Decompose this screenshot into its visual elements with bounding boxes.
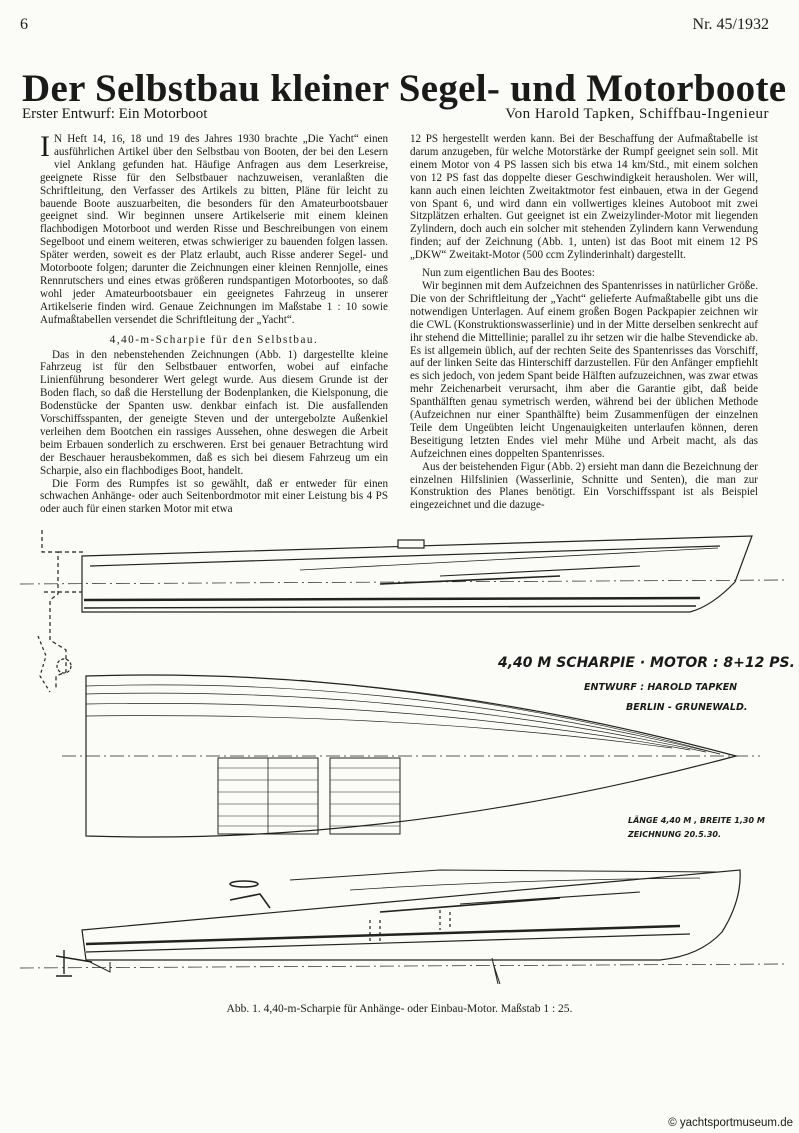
plan-view	[62, 675, 760, 837]
article-subtitle: Erster Entwurf: Ein Motorboot	[22, 106, 208, 122]
drawing-date-label: ZEICHNUNG 20.5.30.	[628, 830, 721, 839]
drawing-title-label: 4,40 M SCHARPIE · MOTOR : 8+12 PS.	[498, 655, 795, 671]
paragraph: Die Form des Rumpfes ist so gewählt, daß er entweder für einen schwachen Anhänge- oder auch Seitenbordmotor mit einer Leistung bis 4 PS oder auch für einen starken Motor mit etwa	[40, 477, 388, 516]
issue-number: Nr. 45/1932	[692, 16, 769, 33]
paragraph: Aus der beistehenden Figur (Abb. 2) ersieht man dann die Bezeichnung der einzelnen Hilfslinien (Wasserlinie, Schnitte und Senten), die man zur Konstruktion des Planes benötigt. Ein Vorschiffsspant ist als Beispiel eingezeichnet und die dazuge-	[410, 460, 758, 512]
paragraph: Das in den nebenstehenden Zeichnungen (Abb. 1) dargestellte kleine Fahrzeug ist für den Selbstbauer entworfen, wobei auf einfache Linienführung besonderer Wert gelegt wurde. Aus diesem Grunde ist der Boden flach, so daß die Herstellung der Bodenplanken, die Kielsponung, die Bodenstücke der Spanten usw. denkbar einfach ist. Die ausfallenden Vorschiffsspanten, der geneigte Steven und der untergebolzte Außenkiel verleihen dem Bootchen ein rassiges Aussehen, ohne deswegen die Arbeit beim Erbauen sonderlich zu erschweren. Erst bei genauer Betrachtung wird der Beschauer herausbekommen, daß es sich bei diesem Fahrzeug um ein Scharpie, also ein flachbodiges Boot, handelt.	[40, 348, 388, 477]
paragraph: Wir beginnen mit dem Aufzeichnen des Spantenrisses in natürlicher Größe. Die von der Schriftleitung der „Yacht“ gelieferte Aufmaßtabelle gibt uns die notwendigen Unterlagen. Auf einem großen Bogen Packpapier zeichnen wir die CWL (Konstruktionswasserlinie) und in der Mitte derselben senkrecht auf ihr stehend die Mittellinie; parallel zu ihr setzen wir die halbe Stevendicke ab. Es ist allgemein üblich, auf der rechten Seite des Spantenrisses das Vorschiff, auf der linken Seite das Hinterschiff darzustellen. Für den Anfänger empfiehlt es sich jedoch, von jedem Spant beide Hälften aufzuzeichnen, was zwar etwas mehr Zeichenarbeit verursacht, ihm aber die Garantie gibt, daß beide Spanthälften genau symetrisch werden, während bei der üblichen Methode (Aufzeichnen nur einer Spanthälfte) beim Zusammenfügen der einzelnen Teile dem Ungeübten leicht Ungenauigkeiten unterlaufen können, deren Beseitigung letzten Endes viel mehr Mühe und Arbeit macht, als das Aufzeichnen eines doppelten Spantenrisses.	[410, 279, 758, 460]
drawing-dimensions-label: LÄNGE 4,40 M , BREITE 1,30 M	[628, 816, 765, 825]
paragraph: 12 PS hergestellt werden kann. Bei der Beschaffung der Aufmaßtabelle ist darum anzugeben, für welche Motorstärke der Rumpf geeignet sein soll. Mit einem Motor von 4 PS lassen sich bis etwa 14 km/Std., mit einem solchen von 12 PS fast das doppelte dieser Geschwindigkeit herausholen. Wer will, kann auch einen leichten Zweitaktmotor fest einbauen, etwa in der Gegend von Spant 6, und wird dann ein vollwertiges kleines Autoboot mit zwei Sitzplätzen erhalten. Gut geeignet ist ein Zweizylinder-Motor mit liegenden Zylindern, doch auch ein solcher mit stehenden Zylindern kann Verwendung finden; auf der Zeichnung (Abb. 1, unten) ist das Boot mit einem 12 PS „DKW“ Zweitakt-Motor (500 ccm Zylinderinhalt) dargestellt.	[410, 133, 758, 262]
drawing-place-label: BERLIN - GRUNEWALD.	[626, 702, 748, 713]
drop-cap: I	[40, 130, 50, 163]
copyright-credit: © yachtsportmuseum.de	[668, 1117, 793, 1129]
section-heading: Nun zum eigentlichen Bau des Bootes:	[422, 267, 595, 280]
figure-caption: Abb. 1. 4,40-m-Scharpie für Anhänge- oder Einbau-Motor. Maßstab 1 : 25.	[226, 1003, 573, 1015]
page-number: 6	[20, 16, 28, 33]
intro-text: N Heft 14, 16, 18 und 19 des Jahres 1930 brachte „Die Yacht“ einen ausführlichen Artikel über den Selbstbau von Booten, der bei den Lesern viel Anklang gefunden hat. Häufige Anfragen aus dem Leserkreise, geeignete Risse für den Selbstbauer nachzuweisen, veranlaßten die Schriftleitung, den Verfasser des Artikels zu bitten, Pläne für leicht zu bauende Boote auszuarbeiten, die besonders für den Amateurbootsbauer geeignet sind. Wir beginnen unsere Artikelserie mit einem kleinen flachbodigen Motorboot und werden Risse und Beschreibungen von einem Segelboot und einem weiteren, etwas schwieriger zu bauenden folgen lassen. Später werden, soweit es der Platz erlaubt, auch Risse anderer Segel- und Motorboote folgen; darunter die Zeichnungen einer kleinen Rennjolle, eines Rennrutschers und eines etwas größeren rundspantigen Motorbootes, so daß wohl jeder Amateurbootsbauer ein geeignetes Fahrzeug in unserer Artikelserie finden wird. Genaue Zeichnungen im Maßstabe 1 : 10 sowie Aufmaßtabellen versendet die Schriftleitung der „Yacht“.	[40, 133, 388, 326]
profile-view-inboard	[20, 870, 785, 984]
article-author: Von Harold Tapken, Schiffbau-Ingenieur	[505, 106, 769, 122]
drawing-designer-label: ENTWURF : HAROLD TAPKEN	[584, 682, 738, 693]
section-heading: 4,40-m-Scharpie für den Selbstbau.	[109, 333, 319, 346]
article-title: Der Selbstbau kleiner Segel- und Motorboote	[22, 67, 787, 110]
